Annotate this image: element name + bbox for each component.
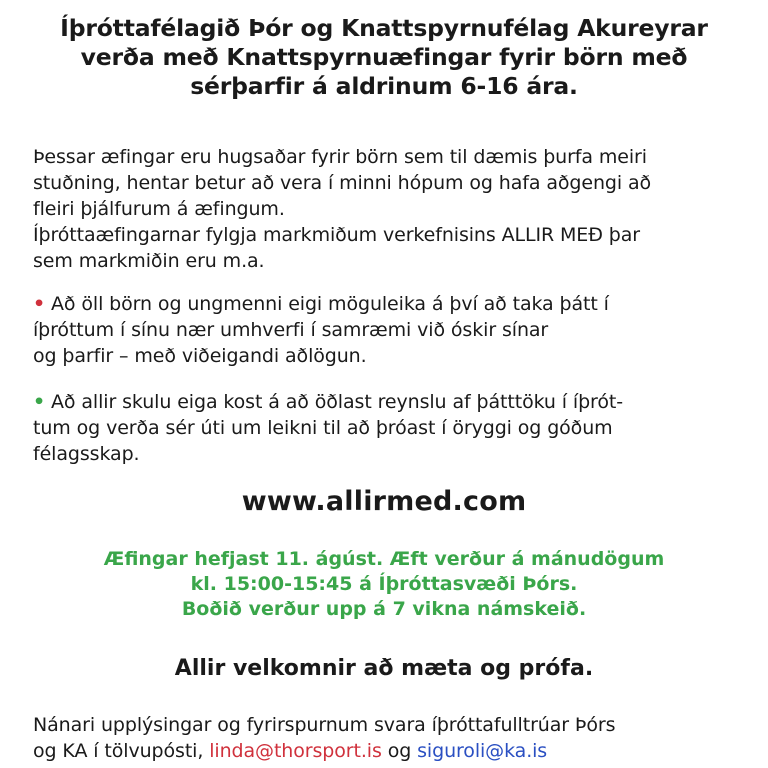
welcome-text: Allir velkomnir að mæta og prófa. [174, 656, 594, 681]
intro-line: Þessar æfingar eru hugsaðar fyrir börn sem til dæmis þurfa meiri [33, 146, 647, 168]
bullet-line [33, 291, 753, 317]
website-url[interactable]: www.allirmed.com [241, 486, 527, 517]
intro-line: fleiri þjálfurum á æfingum. [33, 198, 285, 220]
intro-paragraph [33, 144, 753, 274]
goal-bullet-1 [33, 291, 753, 369]
bullet-line: félagsskap. [33, 443, 140, 465]
bullet-line: íþróttum í sínu nær umhverfi í samræmi við óskir sínar [33, 319, 549, 341]
contact-line: Nánari upplýsingar og fyrirspurnum svara íþróttafulltrúar Þórs [33, 714, 616, 736]
contact-joiner: og [381, 740, 418, 762]
bullet-text: Að öll börn og ungmenni eigi möguleika á því að taka þátt í [51, 293, 609, 315]
intro-line: sem markmiðin eru m.a. [33, 250, 265, 272]
contact-line [33, 738, 753, 764]
bullet-line: tum og verða sér úti um leikni til að þróast í öryggi og góðum [33, 417, 613, 439]
heading-line: sérþarfir á aldrinum 6-16 ára. [190, 72, 578, 100]
bullet-line: og þarfir – með viðeigandi aðlögun. [33, 345, 367, 367]
contact-info [33, 712, 753, 764]
heading-line: verða með Knattspyrnuæfingar fyrir börn með [80, 43, 688, 71]
heading-line: Íþróttafélagið Þór og Knattspyrnufélag Akureyrar [60, 14, 708, 42]
contact-prefix: og KA í tölvupósti, [33, 740, 210, 762]
email-link-ka[interactable]: siguroli@ka.is [417, 740, 548, 762]
email-link-thorsport[interactable]: linda@thorsport.is [209, 740, 382, 762]
bullet-marker-red: • [33, 293, 46, 315]
practice-line: kl. 15:00-15:45 á Íþróttasvæði Þórs. [190, 573, 578, 595]
goal-bullet-2 [33, 389, 753, 467]
bullet-marker-green: • [33, 391, 46, 413]
practice-info [0, 547, 768, 622]
practice-line: Æfingar hefjast 11. ágúst. Æft verður á mánudögum [103, 548, 665, 570]
bullet-line [33, 389, 753, 415]
intro-line: Íþróttaæfingarnar fylgja markmiðum verkefnisins ALLIR MEÐ þar [33, 224, 640, 246]
intro-line: stuðning, hentar betur að vera í minni hópum og hafa aðgengi að [33, 172, 652, 194]
flyer-heading [0, 14, 768, 101]
practice-line: Boðið verður upp á 7 vikna námskeið. [181, 598, 587, 620]
bullet-text: Að allir skulu eiga kost á að öðlast reynslu af þátttöku í íþrót- [51, 391, 623, 413]
